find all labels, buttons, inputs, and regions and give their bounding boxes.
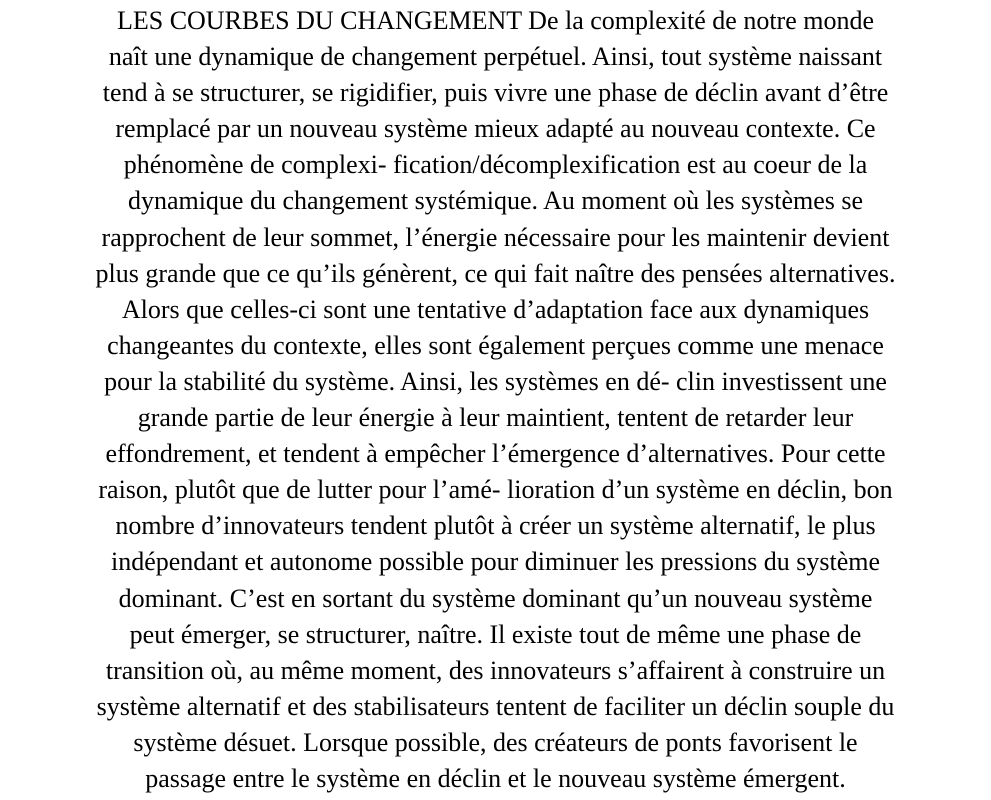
text-line: indépendant et autonome possible pour diminuer les pressions du système — [110, 547, 881, 577]
text-line: raison, plutôt que de lutter pour l’amé- lioration d’un système en déclin, bon — [98, 475, 893, 505]
text-line: pour la stabilité du système. Ainsi, les systèmes en dé- clin investissent une — [104, 366, 887, 396]
text-line: système alternatif et des stabilisateurs tentent de faciliter un déclin souple du — [96, 691, 895, 721]
text-line: effondrement, et tendent à empêcher l’émergence d’alternatives. Pour cette — [105, 439, 886, 469]
text-line: remplacé par un nouveau système mieux adapté au nouveau contexte. Ce — [115, 114, 876, 144]
text-line: changeantes du contexte, elles sont également perçues comme une menace — [107, 330, 884, 360]
text-line: dominant. C’est en sortant du système dominant qu’un nouveau système — [118, 583, 873, 613]
text-line: grande partie de leur énergie à leur maintient, tentent de retarder leur — [137, 403, 854, 433]
text-line: rapprochent de leur sommet, l’énergie nécessaire pour les maintenir devient — [101, 222, 890, 252]
text-line: tend à se structurer, se rigidifier, puis vivre une phase de déclin avant d’être — [102, 78, 889, 108]
text-line: dynamique du changement systémique. Au moment où les systèmes se — [127, 186, 864, 216]
text-line: naît une dynamique de changement perpétuel. Ainsi, tout système naissant — [108, 42, 883, 72]
text-line: Alors que celles-ci sont une tentative d’adaptation face aux dynamiques — [121, 294, 870, 324]
text-line: phénomène de complexi- fication/décomplexification est au coeur de la — [123, 150, 868, 180]
text-line: passage entre le système en déclin et le nouveau système émergent. — [145, 763, 846, 793]
text-line: plus grande que ce qu’ils génèrent, ce qui fait naître des pensées alternatives. — [95, 258, 896, 288]
text-line: peut émerger, se structurer, naître. Il existe tout de même une phase de — [129, 619, 862, 649]
text-line: nombre d’innovateurs tendent plutôt à créer un système alternatif, le plus — [115, 511, 876, 541]
text-line: système désuet. Lorsque possible, des créateurs de ponts favorisent le — [133, 727, 858, 757]
text-line: transition où, au même moment, des innovateurs s’affairent à construire un — [105, 655, 886, 685]
body-paragraph — [4, 3, 987, 797]
text-line: LES COURBES DU CHANGEMENT De la complexité de notre monde — [116, 6, 875, 35]
